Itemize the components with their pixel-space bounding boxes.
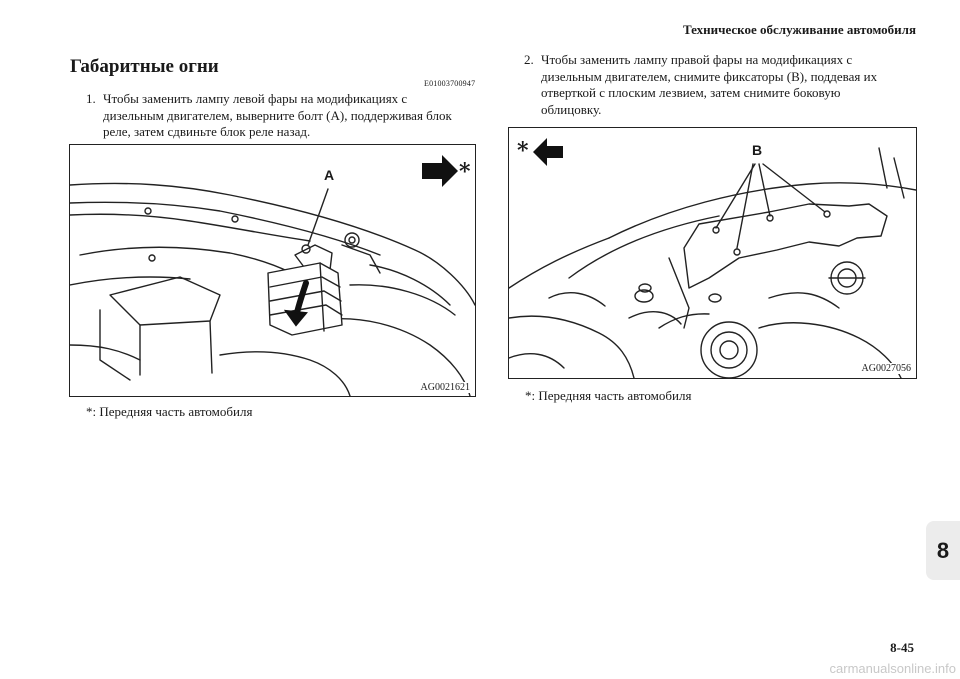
figure-code: AG0021621 bbox=[420, 382, 470, 393]
figure-left-headlight bbox=[69, 144, 476, 397]
front-marker: * bbox=[517, 138, 529, 164]
figure-code: AG0027056 bbox=[861, 363, 911, 374]
figure-right-headlight bbox=[508, 127, 917, 379]
engine-bay-illustration-left bbox=[70, 145, 475, 396]
figure-caption: *: Передняя часть автомобиля bbox=[525, 388, 692, 403]
chapter-tab bbox=[926, 521, 960, 580]
step-2 bbox=[524, 52, 904, 118]
engine-bay-illustration-right bbox=[509, 128, 916, 378]
figure-caption: *: Передняя часть автомобиля bbox=[86, 404, 253, 419]
page-number: 8-45 bbox=[890, 640, 914, 655]
callout-label-b: B bbox=[752, 142, 763, 158]
running-header: Техническое обслуживание автомобиля bbox=[682, 22, 916, 37]
section-title: Габаритные огни bbox=[70, 56, 219, 77]
step-number: 2. bbox=[524, 52, 534, 67]
section-code: E01003700947 bbox=[424, 79, 476, 88]
watermark: carmanualsonline.info bbox=[829, 661, 956, 676]
step-text: Чтобы заменить лампу левой фары на модификациях с дизельным двигателем, выверните болт (A), поддерживая блок реле, затем сдвиньте блок реле назад. bbox=[103, 91, 452, 139]
chapter-number: 8 bbox=[936, 537, 950, 563]
step-number: 1. bbox=[86, 91, 96, 106]
step-1 bbox=[86, 91, 466, 141]
front-marker: * bbox=[459, 159, 471, 185]
step-text: Чтобы заменить лампу правой фары на модификациях с дизельным двигателем, снимите фиксаторы (B), поддевая их отверткой с плоским лезвием, затем снимите боковую облицовку. bbox=[541, 52, 878, 117]
callout-label-a: A bbox=[324, 167, 335, 183]
